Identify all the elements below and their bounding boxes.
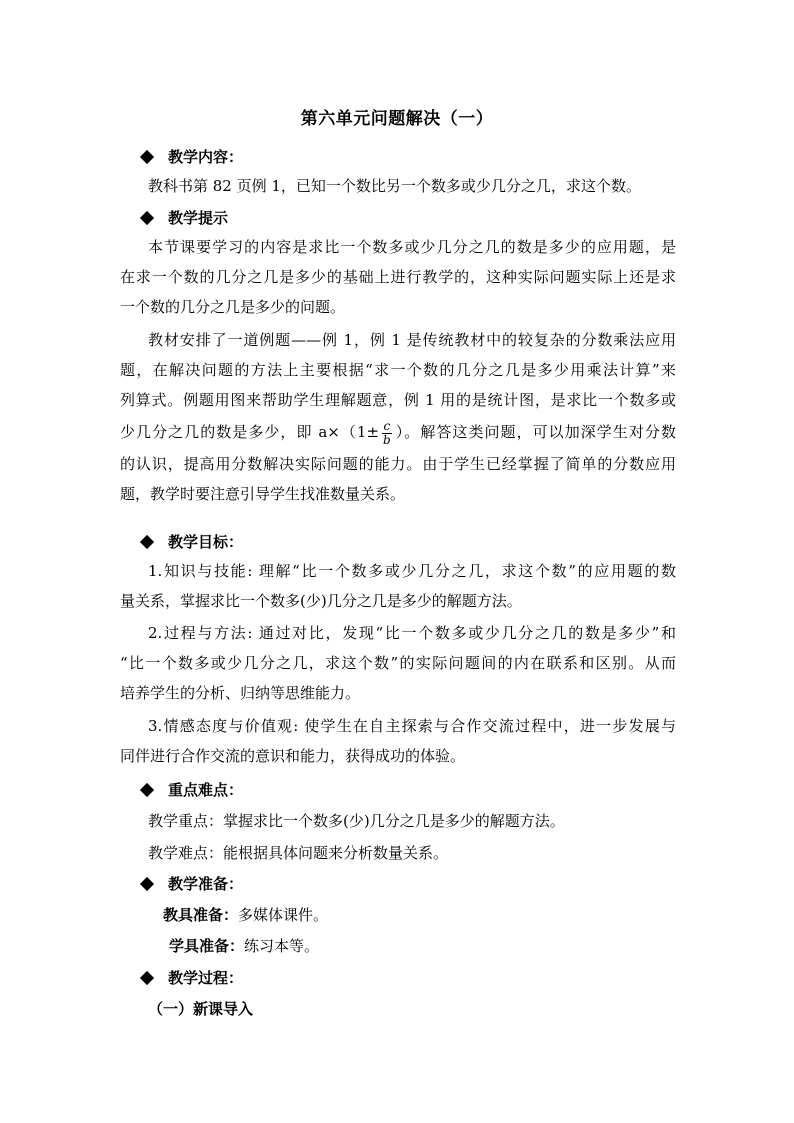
content-text: 教科书第 82 页例 1，已知一个数比另一个数多或少几分之几，求这个数。: [148, 177, 641, 195]
student-prep: 学具准备：练习本等。: [169, 937, 320, 955]
page-title: 第六单元问题解决（一）: [300, 109, 494, 129]
goal-3: 3.情感态度与价值观: 使学生在自主探索与合作交流过程中，进一步发展与 同伴进行合作交流的意识和能力，获得成功的体验。: [120, 717, 676, 765]
fraction-c-over-b: $\frac{c}{b}$: [383, 418, 391, 447]
section-heading-goals: 教学目标：: [138, 531, 243, 552]
hint-paragraph-2: 教材安排了一道例题——例 1，例 1 是传统教材中的较复杂的分数乘法应用 题，在解决问题的方法上主要根据“求一个数的几分之几是多少用乘法计算”来 列算式。例题用图来帮助学生理解题意，例 1 用的是统计图，是求比一个数多或 少几分之几的数是多少，即 a×（1± $\frac{c}{b}$ ）。解答这类问题，可以加深学生对分数 的认识，提高用分数解决实际问题的能力。由于学生已经掌握了简单的分数应用 题，教学时要注意引导学生找准数量关系。: [120, 331, 676, 503]
diamond-bullet-icon: [140, 534, 154, 548]
diamond-bullet-icon: [140, 782, 154, 796]
hint-paragraph-1: 本节课要学习的内容是求比一个数多或少几分之几的数是多少的应用题，是 在求一个数的几分之几是多少的基础上进行教学的，这种实际问题实际上还是求 一个数的几分之几是多少的问题。: [120, 238, 676, 316]
goal-2: 2.过程与方法: 通过对比，发现“比一个数多或少几分之几的数是多少”和 “比一个数多或少几分之几，求这个数”的实际问题间的内在联系和区别。从而 培养学生的分析、归纳等思维能力。: [120, 624, 676, 702]
diamond-bullet-icon: [140, 210, 154, 224]
section-heading-process: 教学过程：: [138, 967, 243, 988]
key-point-text: 教学重点：掌握求比一个数多(少)几分之几是多少的解题方法。: [148, 812, 565, 830]
difficult-point-text: 教学难点：能根据具体问题来分析数量关系。: [148, 844, 449, 862]
formula-line: 少几分之几的数是多少，即 a×（1± $\frac{c}{b}$ ）。解答这类问题，可以加深学生对分数: [120, 418, 676, 447]
section-heading-hint: 教学提示: [138, 207, 228, 228]
diamond-bullet-icon: [140, 970, 154, 984]
diamond-bullet-icon: [140, 149, 154, 163]
process-subheading-intro: （一）新课导入: [148, 1000, 254, 1018]
diamond-bullet-icon: [140, 876, 154, 890]
teacher-prep: 教具准备：多媒体课件。: [163, 906, 329, 924]
goal-1: 1.知识与技能: 理解“比一个数多或少几分之几，求这个数”的应用题的数 量关系，掌握求比一个数多(少)几分之几是多少的解题方法。: [120, 562, 676, 610]
section-heading-key-points: 重点难点：: [138, 779, 243, 800]
section-heading-content: 教学内容：: [138, 146, 243, 167]
section-heading-preparation: 教学准备：: [138, 873, 243, 894]
